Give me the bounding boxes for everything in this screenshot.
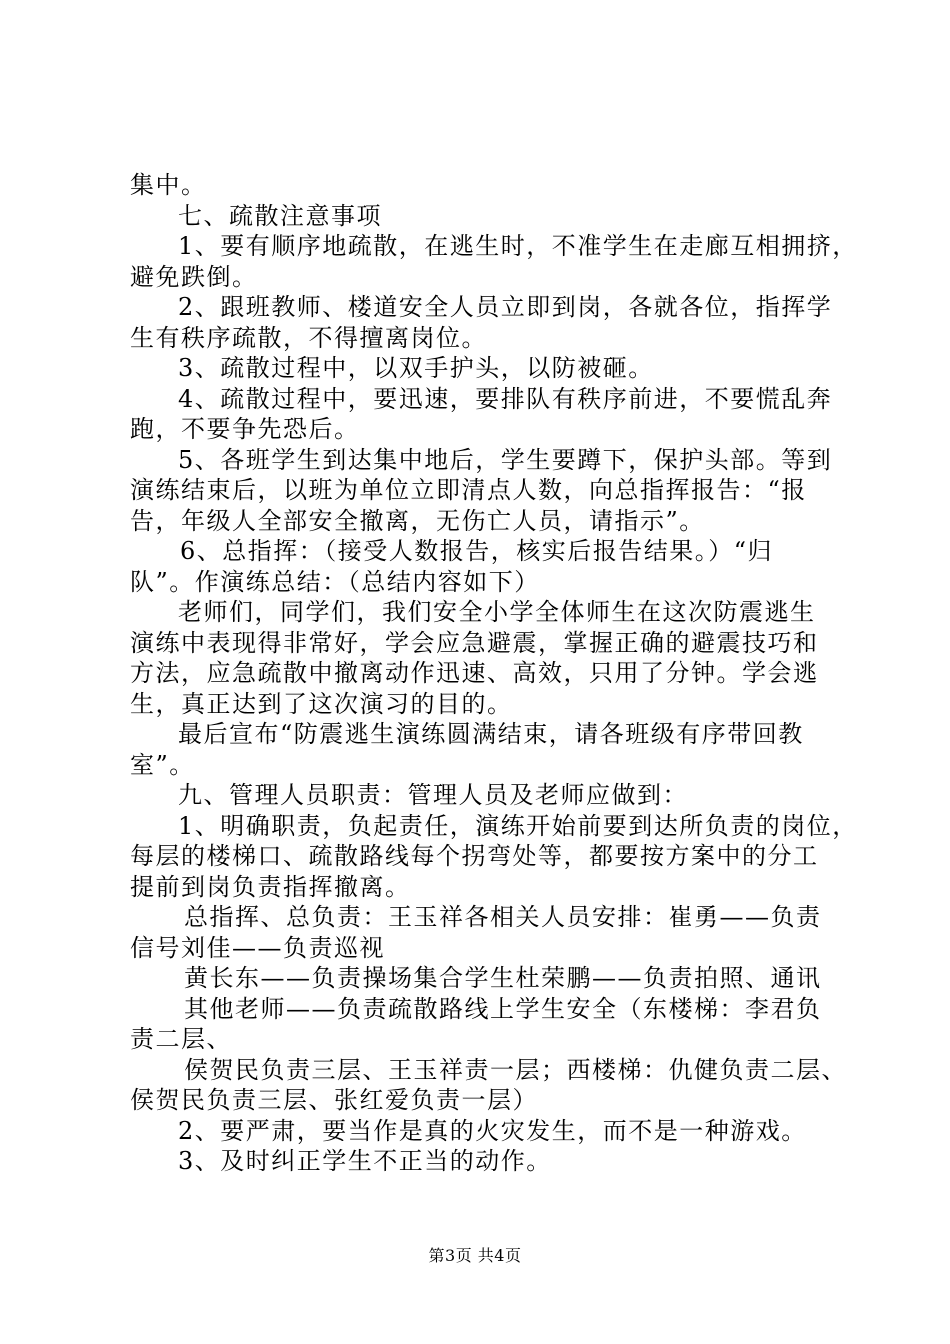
text-line: 黄长东——负责操场集合学生杜荣鹏——负责拍照、通讯 (184, 964, 822, 992)
section-heading: 七、疏散注意事项 (178, 201, 382, 230)
text-line: 总指挥、总负责：王玉祥各相关人员安排：崔勇——负责 (184, 903, 822, 931)
text-line: 每层的楼梯口、疏散路线每个拐弯处等，都要按方案中的分工 (130, 842, 819, 870)
text-line: 老师们，同学们，我们安全小学全体师生在这次防震逃生 (178, 598, 816, 626)
text-line: 最后宣布“防震逃生演练圆满结束，请各班级有序带回教 (178, 720, 804, 748)
text-line: 避免跌倒。 (130, 262, 258, 291)
text-line: 提前到岗负责指挥撤离。 (130, 872, 411, 901)
text-line: 3、及时纠正学生不正当的动作。 (178, 1147, 552, 1175)
text-line: 1、要有顺序地疏散，在逃生时，不准学生在走廊互相拥挤， (178, 232, 858, 260)
text-line: 2、要严肃，要当作是真的火灾发生，而不是一种游戏。 (178, 1116, 807, 1145)
document-body (130, 170, 858, 1177)
text-line: 生有秩序疏散，不得擅离岗位。 (130, 323, 487, 352)
text-line: 信号刘佳——负责巡视 (130, 933, 385, 962)
text-line: 演练结束后，以班为单位立即清点人数，向总指挥报告：“报 (130, 476, 807, 504)
text-line: 责二层、 (130, 1025, 232, 1053)
text-line: 其他老师——负责疏散路线上学生安全（东楼梯：李君负 (184, 994, 822, 1023)
text-line: 6、总指挥：（接受人数报告，核实后报告结果。）“归 (180, 537, 774, 565)
text-line: 队”。作演练总结：（总结内容如下） (130, 567, 540, 596)
text-line: 方法，应急疏散中撤离动作迅速、高效，只用了分钟。学会逃 (130, 659, 819, 687)
text-line: 生，真正达到了这次演习的目的。 (130, 689, 513, 718)
text-line: 5、各班学生到达集中地后，学生要蹲下，保护头部。等到 (178, 445, 833, 474)
section-heading: 九、管理人员职责：管理人员及老师应做到： (178, 781, 688, 809)
text-line: 侯贺民负责三层、王玉祥责一层；西楼梯：仇健负责二层、 (184, 1055, 847, 1084)
text-line: 集中。 (130, 171, 207, 199)
text-line: 3、疏散过程中，以双手护头，以防被砸。 (178, 354, 654, 382)
page-footer: 第3页 共4页 (428, 1246, 522, 1265)
text-line: 演练中表现得非常好，学会应急避震，掌握正确的避震技巧和 (130, 628, 819, 657)
text-line: 告，年级人全部安全撤离，无伤亡人员，请指示”。 (130, 506, 705, 535)
text-line: 1、明确职责，负起责任，演练开始前要到达所负责的岗位， (178, 811, 858, 840)
text-line: 2、跟班教师、楼道安全人员立即到岗，各就各位，指挥学 (178, 293, 833, 321)
text-line: 跑，不要争先恐后。 (130, 415, 360, 443)
text-line: 室”。 (130, 750, 195, 779)
text-line: 侯贺民负责三层、张红爱负责一层） (130, 1086, 538, 1114)
text-line: 4、疏散过程中，要迅速，要排队有秩序前进，不要慌乱奔 (178, 384, 833, 413)
